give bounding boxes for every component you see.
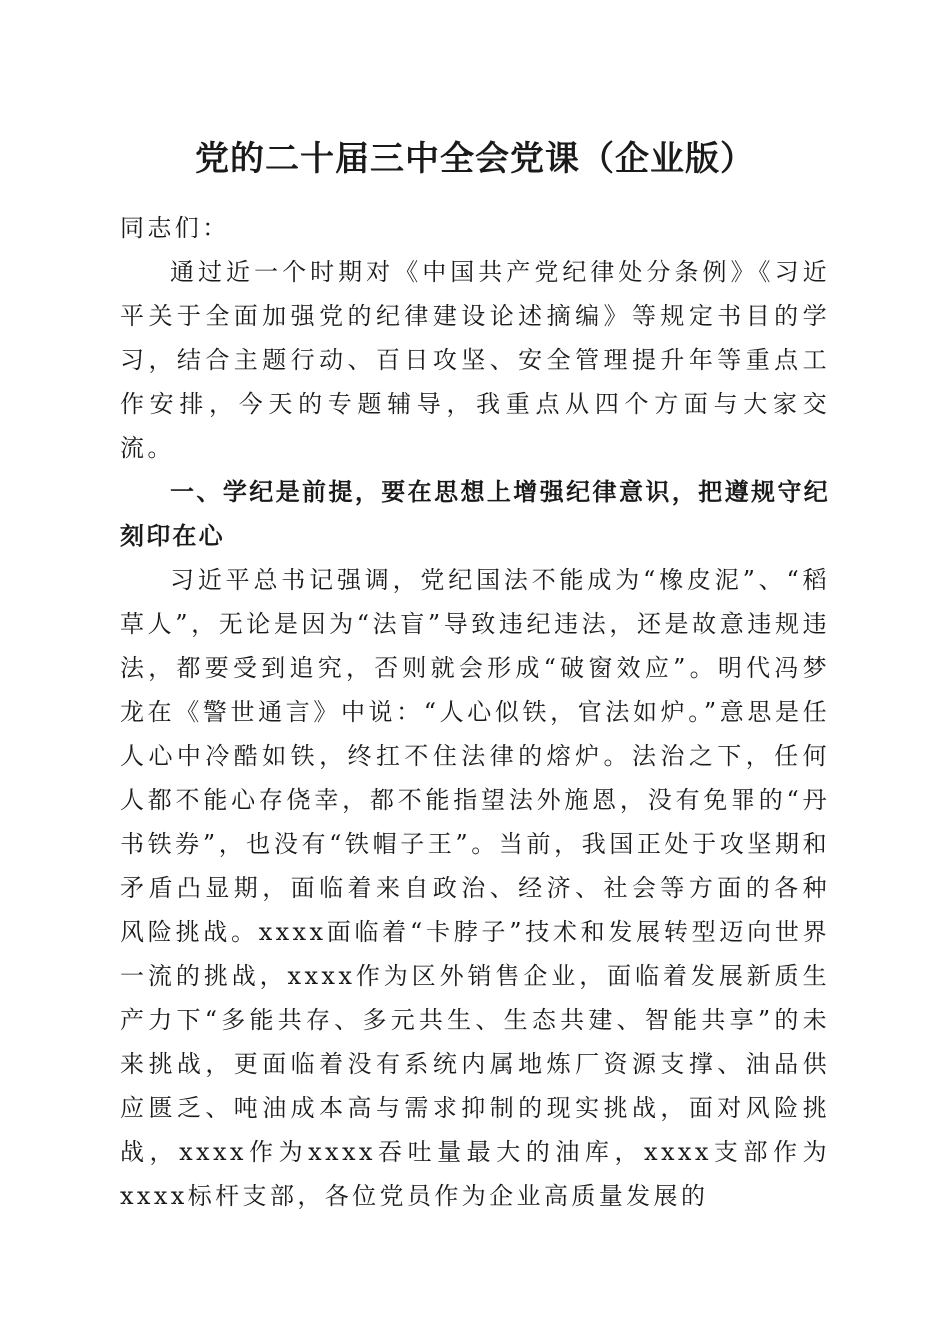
intro-paragraph: 通过近一个时期对《中国共产党纪律处分条例》《习近平关于全面加强党的纪律建设论述摘编》等规定书目的学习，结合主题行动、百日攻坚、安全管理提升年等重点工作安排，今天的专题辅导，我重点从四个方面与大家交流。 (120, 258, 830, 462)
page-title: 党的二十届三中全会党课（企业版） (195, 139, 755, 179)
document-body (120, 206, 830, 1218)
section-1-paragraph: 习近平总书记强调，党纪国法不能成为“橡皮泥”、“稻草人”，无论是因为“法盲”导致违纪违法，还是故意违规违法，都要受到追究，否则就会形成“破窗效应”。明代冯梦龙在《警世通言》中说：“人心似铁，官法如炉。”意思是任人心中冷酷如铁，终扛不住法律的熔炉。法治之下，任何人都不能心存侥幸，都不能指望法外施恩，没有免罪的“丹书铁券”，也没有“铁帽子王”。当前，我国正处于攻坚期和矛盾凸显期，面临着来自政治、经济、社会等方面的各种风险挑战。xxxx面临着“卡脖子”技术和发展转型迈向世界一流的挑战，xxxx作为区外销售企业，面临着发展新质生产力下“多能共存、多元共生、生态共建、智能共享”的未来挑战，更面临着没有系统内属地炼厂资源支撑、油品供应匮乏、吨油成本高与需求抑制的现实挑战，面对风险挑战，xxxx作为xxxx吞吐量最大的油库，xxxx支部作为xxxx标杆支部，各位党员作为企业高质量发展的 (120, 566, 830, 1210)
salutation: 同志们： (120, 214, 230, 242)
section-heading-1: 一、学纪是前提，要在思想上增强纪律意识，把遵规守纪刻印在心 (120, 478, 830, 550)
